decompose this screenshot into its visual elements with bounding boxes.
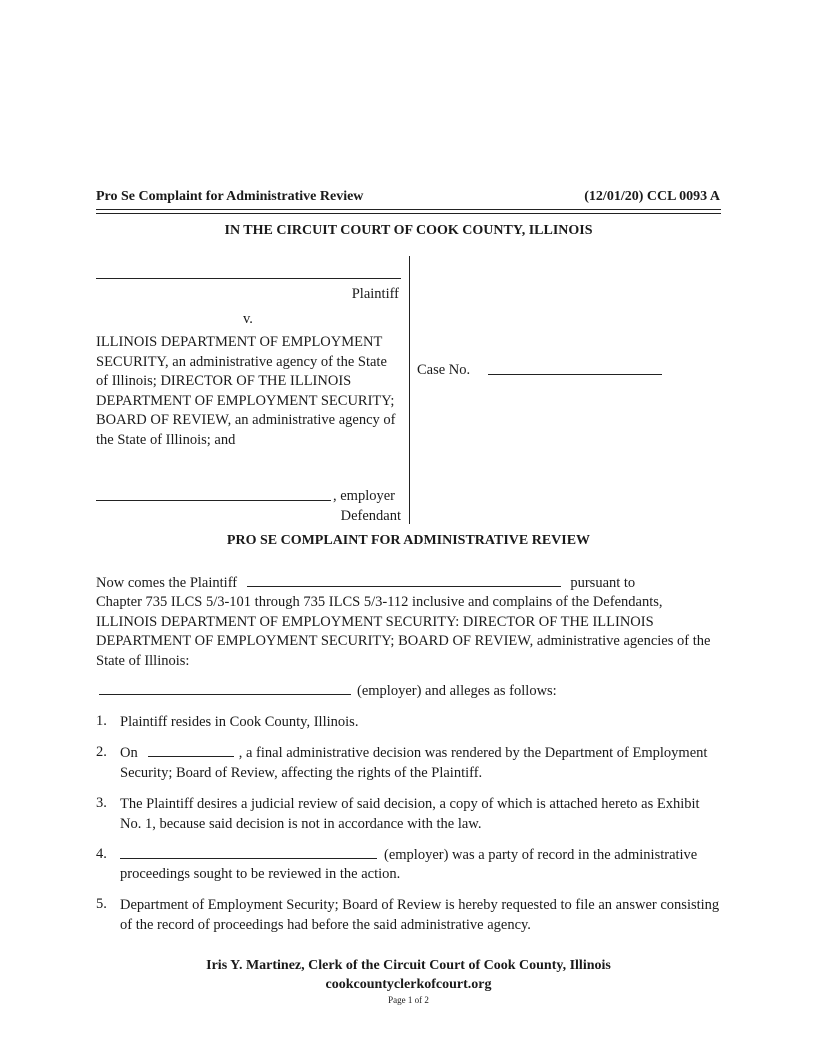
item-4-employer-blank[interactable] (120, 846, 377, 859)
form-code: (12/01/20) CCL 0093 A (584, 189, 720, 204)
employer-alleges-blank[interactable] (99, 682, 351, 695)
item-4-line-1 (120, 846, 724, 866)
employer-alleges-line (96, 682, 722, 702)
item-2-text (120, 744, 724, 783)
decision-date-blank[interactable] (148, 744, 234, 757)
plaintiff-label: Plaintiff (351, 286, 399, 302)
intro-start: Now comes the Plaintiff (96, 575, 238, 591)
caption-divider (409, 256, 410, 524)
defendant-label: Defendant (340, 508, 401, 524)
plaintiff-name-line[interactable] (96, 278, 401, 279)
employer-name-line[interactable] (96, 500, 331, 501)
header-rule-top (96, 209, 721, 210)
footer-website: cookcountyclerkofcourt.org (325, 977, 492, 992)
complaint-title: PRO SE COMPLAINT FOR ADMINISTRATIVE REVIEW (226, 533, 591, 548)
employer-suffix: , employer (333, 488, 396, 504)
item-4-rest: (employer) was a party of record in the administrative (384, 847, 698, 863)
item-2-rest: , a final administrative decision was rendered by the Department of Employment Security; Board of Review, affecting the rights of the Plaintiff. (120, 745, 708, 781)
versus-label: v. (243, 311, 253, 327)
form-title: Pro Se Complaint for Administrative Review (96, 189, 364, 204)
item-2-number: 2. (96, 744, 107, 760)
item-3-number: 3. (96, 795, 107, 811)
intro-line-1 (96, 574, 722, 594)
footer-page-number: Page 1 of 2 (388, 995, 429, 1005)
item-2-on: On (120, 745, 138, 761)
item-3-text: The Plaintiff desires a judicial review of said decision, a copy of which is attached hereto as Exhibit No. 1, because said decision is not in accordance with the law. (120, 796, 700, 832)
case-no-line[interactable] (488, 374, 662, 375)
item-1-text: Plaintiff resides in Cook County, Illinois. (120, 714, 359, 730)
item-1-number: 1. (96, 713, 107, 729)
intro-rest: Chapter 735 ILCS 5/3-101 through 735 ILCS 5/3-112 inclusive and complains of the Defendants, ILLINOIS DEPARTMENT OF EMPLOYMENT SECURITY: DIRECTOR OF THE ILLINOIS DEPARTMENT OF EMPLOYMENT SECURITY; BOARD OF REVIEW, administrative agencies of the State of Illinois: (96, 594, 711, 669)
item-4-line-2: proceedings sought to be reviewed in the action. (120, 866, 401, 882)
item-4-number: 4. (96, 846, 107, 862)
case-no-label: Case No. (417, 362, 471, 378)
plaintiff-name-blank[interactable] (247, 574, 561, 587)
intro-pursuant: pursuant to (570, 575, 636, 591)
defendants-text: ILLINOIS DEPARTMENT OF EMPLOYMENT SECURITY, an administrative agency of the State of Illinois; DIRECTOR OF THE ILLINOIS DEPARTMENT OF EMPLOYMENT SECURITY; BOARD OF REVIEW, an administrative agency of the State of Illinois; and (96, 334, 396, 448)
employer-alleges-text: (employer) and alleges as follows: (357, 683, 557, 699)
header-rule-bottom (96, 213, 721, 214)
court-heading: IN THE CIRCUIT COURT OF COOK COUNTY, ILLINOIS (224, 223, 593, 238)
item-5-number: 5. (96, 896, 107, 912)
item-5-text: Department of Employment Security; Board of Review is hereby requested to file an answer consisting of the record of proceedings had before the said administrative agency. (120, 897, 720, 933)
footer-clerk: Iris Y. Martinez, Clerk of the Circuit Court of Cook County, Illinois (206, 958, 611, 973)
